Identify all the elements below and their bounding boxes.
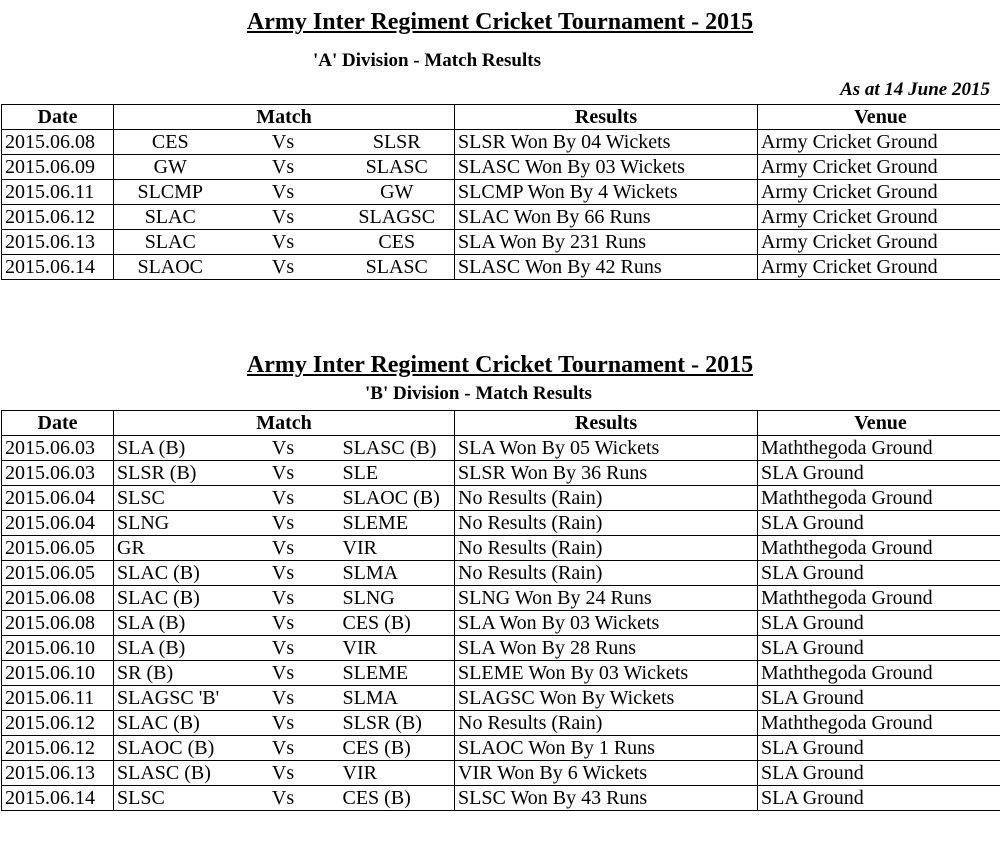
table-header-row [2,105,1000,130]
vs-cell: Vs [227,155,340,180]
match-date-cell: 2015.06.14 [2,786,114,811]
venue-cell: SLA Ground [758,636,1000,661]
team-one-cell: GW [114,155,227,180]
vs-cell: Vs [227,511,340,536]
result-cell: SLCMP Won By 4 Wickets [455,180,758,205]
team-two-cell: SLAGSC [340,205,455,230]
team-one-cell: SLAOC (B) [114,736,227,761]
table-header-row [2,411,1000,436]
team-one-cell: SLAGSC 'B' [114,686,227,711]
header-venue: Venue [758,411,1000,436]
vs-cell: Vs [227,711,340,736]
venue-cell: Maththegoda Ground [758,586,1000,611]
venue-cell: Army Cricket Ground [758,155,1000,180]
vs-cell: Vs [227,586,340,611]
venue-cell: SLA Ground [758,611,1000,636]
match-date-cell: 2015.06.11 [2,180,114,205]
table-row [2,155,1000,180]
table-row [2,436,1000,461]
venue-cell: Army Cricket Ground [758,130,1000,155]
venue-cell: Army Cricket Ground [758,255,1000,280]
team-one-cell: SLSC [114,786,227,811]
division-a-results-table [1,104,1000,280]
match-date-cell: 2015.06.04 [2,511,114,536]
table-row [2,461,1000,486]
team-two-cell: SLASC [340,155,455,180]
division-a-rows [2,130,1000,280]
match-date-cell: 2015.06.09 [2,155,114,180]
venue-cell: Maththegoda Ground [758,661,1000,686]
match-date-cell: 2015.06.04 [2,486,114,511]
match-date-cell: 2015.06.08 [2,611,114,636]
vs-cell: Vs [227,230,340,255]
team-two-cell: SLEME [340,661,455,686]
match-date-cell: 2015.06.05 [2,536,114,561]
result-cell: SLASC Won By 03 Wickets [455,155,758,180]
header-match: Match [114,411,455,436]
match-date-cell: 2015.06.03 [2,461,114,486]
vs-cell: Vs [227,436,340,461]
team-one-cell: SLAC [114,230,227,255]
table-row [2,486,1000,511]
division-b-title: Army Inter Regiment Cricket Tournament - 2015 [246,352,754,378]
match-date-cell: 2015.06.03 [2,436,114,461]
venue-cell: SLA Ground [758,786,1000,811]
vs-cell: Vs [227,180,340,205]
match-date-cell: 2015.06.05 [2,561,114,586]
header-venue: Venue [758,105,1000,130]
team-two-cell: SLSR [340,130,455,155]
result-cell: SLA Won By 28 Runs [455,636,758,661]
vs-cell: Vs [227,536,340,561]
table-row [2,561,1000,586]
vs-cell: Vs [227,255,340,280]
match-date-cell: 2015.06.14 [2,255,114,280]
team-one-cell: SLAOC [114,255,227,280]
match-date-cell: 2015.06.10 [2,636,114,661]
result-cell: No Results (Rain) [455,536,758,561]
result-cell: No Results (Rain) [455,511,758,536]
header-results: Results [455,411,758,436]
division-b-rows [2,436,1000,811]
team-two-cell: VIR [340,761,455,786]
team-two-cell: SLMA [340,686,455,711]
team-two-cell: SLE [340,461,455,486]
table-row [2,130,1000,155]
table-row [2,205,1000,230]
as-at-date: As at 14 June 2015 [840,79,990,100]
table-row [2,180,1000,205]
venue-cell: Maththegoda Ground [758,711,1000,736]
venue-cell: Maththegoda Ground [758,436,1000,461]
result-cell: SLA Won By 231 Runs [455,230,758,255]
team-one-cell: SLAC (B) [114,561,227,586]
vs-cell: Vs [227,786,340,811]
match-date-cell: 2015.06.13 [2,761,114,786]
team-two-cell: SLMA [340,561,455,586]
venue-cell: SLA Ground [758,761,1000,786]
team-two-cell: SLNG [340,586,455,611]
venue-cell: Maththegoda Ground [758,486,1000,511]
team-one-cell: SR (B) [114,661,227,686]
result-cell: SLSC Won By 43 Runs [455,786,758,811]
vs-cell: Vs [227,761,340,786]
table-row [2,736,1000,761]
team-two-cell: VIR [340,636,455,661]
header-date: Date [2,105,114,130]
team-two-cell: VIR [340,536,455,561]
match-date-cell: 2015.06.08 [2,586,114,611]
table-row [2,636,1000,661]
venue-cell: Army Cricket Ground [758,205,1000,230]
team-one-cell: SLAC (B) [114,711,227,736]
team-one-cell: SLNG [114,511,227,536]
table-row [2,611,1000,636]
team-one-cell: SLAC (B) [114,586,227,611]
table-row [2,230,1000,255]
venue-cell: SLA Ground [758,561,1000,586]
result-cell: SLNG Won By 24 Runs [455,586,758,611]
result-cell: No Results (Rain) [455,486,758,511]
team-two-cell: CES (B) [340,611,455,636]
result-cell: No Results (Rain) [455,561,758,586]
division-a-title: Army Inter Regiment Cricket Tournament - 2015 [246,9,754,35]
venue-cell: Army Cricket Ground [758,230,1000,255]
vs-cell: Vs [227,130,340,155]
division-b-results-table [1,410,1000,811]
team-two-cell: CES (B) [340,786,455,811]
vs-cell: Vs [227,636,340,661]
header-match: Match [114,105,455,130]
venue-cell: SLA Ground [758,686,1000,711]
match-date-cell: 2015.06.10 [2,661,114,686]
team-two-cell: SLEME [340,511,455,536]
venue-cell: SLA Ground [758,461,1000,486]
team-one-cell: SLAC [114,205,227,230]
table-row [2,255,1000,280]
team-one-cell: SLSC [114,486,227,511]
table-row [2,786,1000,811]
venue-cell: SLA Ground [758,736,1000,761]
team-two-cell: CES (B) [340,736,455,761]
vs-cell: Vs [227,461,340,486]
result-cell: SLAC Won By 66 Runs [455,205,758,230]
result-cell: SLAOC Won By 1 Runs [455,736,758,761]
result-cell: SLASC Won By 42 Runs [455,255,758,280]
division-a-subtitle: 'A' Division - Match Results [313,50,541,71]
vs-cell: Vs [227,686,340,711]
team-one-cell: SLSR (B) [114,461,227,486]
header-results: Results [455,105,758,130]
result-cell: VIR Won By 6 Wickets [455,761,758,786]
vs-cell: Vs [227,736,340,761]
table-row [2,711,1000,736]
match-date-cell: 2015.06.11 [2,686,114,711]
header-date: Date [2,411,114,436]
vs-cell: Vs [227,486,340,511]
team-two-cell: SLASC (B) [340,436,455,461]
team-one-cell: GR [114,536,227,561]
match-date-cell: 2015.06.12 [2,205,114,230]
result-cell: SLSR Won By 04 Wickets [455,130,758,155]
match-date-cell: 2015.06.12 [2,736,114,761]
result-cell: No Results (Rain) [455,711,758,736]
team-one-cell: SLA (B) [114,611,227,636]
team-one-cell: SLASC (B) [114,761,227,786]
table-row [2,586,1000,611]
division-b-subtitle: 'B' Division - Match Results [365,383,592,404]
result-cell: SLAGSC Won By Wickets [455,686,758,711]
venue-cell: Army Cricket Ground [758,180,1000,205]
vs-cell: Vs [227,561,340,586]
team-two-cell: CES [340,230,455,255]
result-cell: SLEME Won By 03 Wickets [455,661,758,686]
team-two-cell: SLASC [340,255,455,280]
team-one-cell: SLA (B) [114,636,227,661]
match-date-cell: 2015.06.08 [2,130,114,155]
venue-cell: SLA Ground [758,511,1000,536]
table-row [2,536,1000,561]
team-two-cell: GW [340,180,455,205]
team-one-cell: SLCMP [114,180,227,205]
vs-cell: Vs [227,611,340,636]
result-cell: SLSR Won By 36 Runs [455,461,758,486]
vs-cell: Vs [227,205,340,230]
match-date-cell: 2015.06.13 [2,230,114,255]
table-row [2,511,1000,536]
result-cell: SLA Won By 03 Wickets [455,611,758,636]
team-two-cell: SLSR (B) [340,711,455,736]
match-date-cell: 2015.06.12 [2,711,114,736]
result-cell: SLA Won By 05 Wickets [455,436,758,461]
table-row [2,661,1000,686]
team-two-cell: SLAOC (B) [340,486,455,511]
table-row [2,761,1000,786]
venue-cell: Maththegoda Ground [758,536,1000,561]
table-row [2,686,1000,711]
team-one-cell: SLA (B) [114,436,227,461]
team-one-cell: CES [114,130,227,155]
vs-cell: Vs [227,661,340,686]
